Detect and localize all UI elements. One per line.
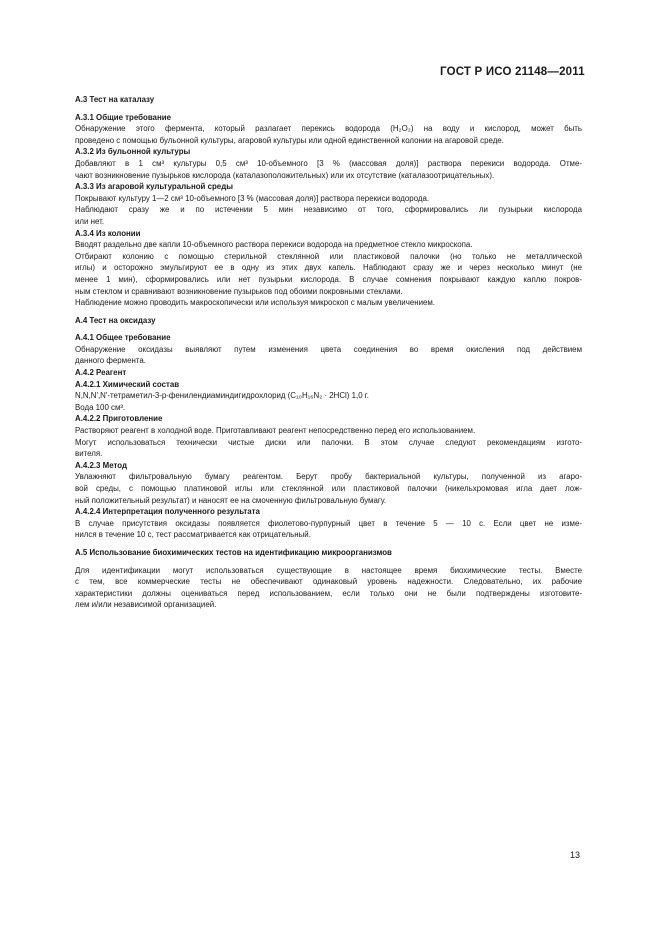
text-line: иглы) и осторожно эмульгируют ее в одну из этих двух капель. Наблюдают сразу же и через несколько минут (не <box>75 263 582 273</box>
text-line: Обнаружение оксидазы выявляют путем изменения цвета соединения во время окисления под действием <box>75 344 582 354</box>
text-line: Отбирают колонию с помощью стерильной стеклянной или пластиковой палочки (но только не металлической <box>75 251 582 261</box>
text-line: или нет. <box>75 216 105 226</box>
section-heading: A.3.1 Общие требование <box>75 112 171 122</box>
text-line: характеристики должны оцениваться перед использованием, если только они не были подтверждены изготовите- <box>75 588 582 598</box>
section-heading: A.4.2.2 Приготовление <box>75 414 163 424</box>
text-line: Добавляют в 1 см³ культуры 0,5 см³ 10-объемного [3 % (массовая доля)] раствора перекиси водорода. Отме- <box>75 158 582 168</box>
text-line: вой среды, с помощью платиновой иглы или стеклянной или пластиковой палочки (никельхромовая игла дает лож- <box>75 484 582 493</box>
document-body <box>75 94 582 611</box>
text-line: вителя. <box>75 449 103 459</box>
text-line: В случае присутствия оксидазы появляется фиолетово-пурпурный цвет в течение 5 — 10 с. Если цвет не изме- <box>75 518 582 528</box>
text-line: Вводят раздельно две капли 10-объемного раствора перекиси водорода на предметное стекло микроскопа. <box>75 240 473 250</box>
section-heading: A.4.2.4 Интерпретация полученного результата <box>75 507 260 517</box>
text-line: с тем, все коммерческие тесты не обеспечивают одинаковый уровень надежности. Следовательно, их рабочие <box>75 577 582 587</box>
text-line: менее 1 мин), сформировались или нет пузырьки кислорода. В случае сомнения покрывают каждую каплю покров- <box>75 274 582 284</box>
section-heading: A.3.2 Из бульонной культуры <box>75 147 191 157</box>
text-line: ным стеклом и сравнивают возникновение пузырьков под обоими покровными стеклами. <box>75 286 403 296</box>
section-heading: A.5 Использование биохимических тестов на идентификацию микроорганизмов <box>75 547 392 557</box>
text-line: проведено с помощью бульонной культуры, агаровой культуры или одной единственной колонии на агаровой среде. <box>75 135 504 145</box>
section-heading: A.3 Тест на каталазу <box>75 95 155 104</box>
section-heading: A.4 Тест на оксидазу <box>75 315 156 325</box>
section-heading: A.4.2 Реагент <box>75 368 127 378</box>
document-header: ГОСТ Р ИСО 21148—2011 <box>440 66 585 78</box>
section-heading: A.4.2.3 Метод <box>75 460 127 470</box>
text-line: N,N,N',N'-тетраметил-3-р-фенилендиаминдигидрохлорид (C₁₀H₁₆N₂ · 2HCl) 1,0 г. <box>75 391 369 401</box>
text-line: Могут использоваться технически чистые диски или палочки. В этом случае следуют рекомендациям изгото- <box>75 437 582 447</box>
text-line: ный положительный результат) и наносят ее на смоченную фильтровальную бумагу. <box>75 495 387 505</box>
section-heading: A.4.1 Общее требование <box>75 333 171 343</box>
text-line: Для идентификации могут использоваться существующие в настоящее время биохимические тесты. Вместе <box>75 565 582 575</box>
text-line: Растворяют реагент в холодной воде. Приготавливают реагент непосредственно перед его использованием. <box>75 426 476 436</box>
text-line: нился в течение 10 с, тест рассматривается как отрицательный. <box>75 530 311 540</box>
page-number: 13 <box>570 850 581 860</box>
text-line: лем и/или независимой организацией. <box>75 600 217 610</box>
text-line: чают возникновение пузырьков кислорода (каталазоположительных) или их отсутствие (каталазоотрицательных). <box>75 170 495 180</box>
text-line: Покрывают культуру 1—2 см³ 10-объемного [3 % (массовая доля)] раствора перекиси водорода. <box>75 193 430 203</box>
text-line: Обнаружение этого фермента, который разлагает перекись водорода (H₂O₂) на воду и кислород, может быть <box>75 124 582 134</box>
section-heading: A.4.2.1 Химический состав <box>75 379 180 389</box>
text-line: Наблюдение можно проводить макроскопически или используя микроскоп с малым увеличением. <box>75 298 435 308</box>
text-line: Увлажняют фильтровальную бумагу реагентом. Берут пробу бактериальной культуры, полученной из агаро- <box>75 472 582 482</box>
text-line: Наблюдают сразу же и по истечении 5 мин независимо от того, сформировались ли пузырьки кислорода <box>75 205 582 215</box>
section-heading: A.3.3 Из агаровой культуральной среды <box>75 182 233 192</box>
section-heading: A.3.4 Из колонии <box>75 228 141 238</box>
text-line: Вода 100 см³. <box>75 402 126 412</box>
text-line: данного фермента. <box>75 356 146 366</box>
